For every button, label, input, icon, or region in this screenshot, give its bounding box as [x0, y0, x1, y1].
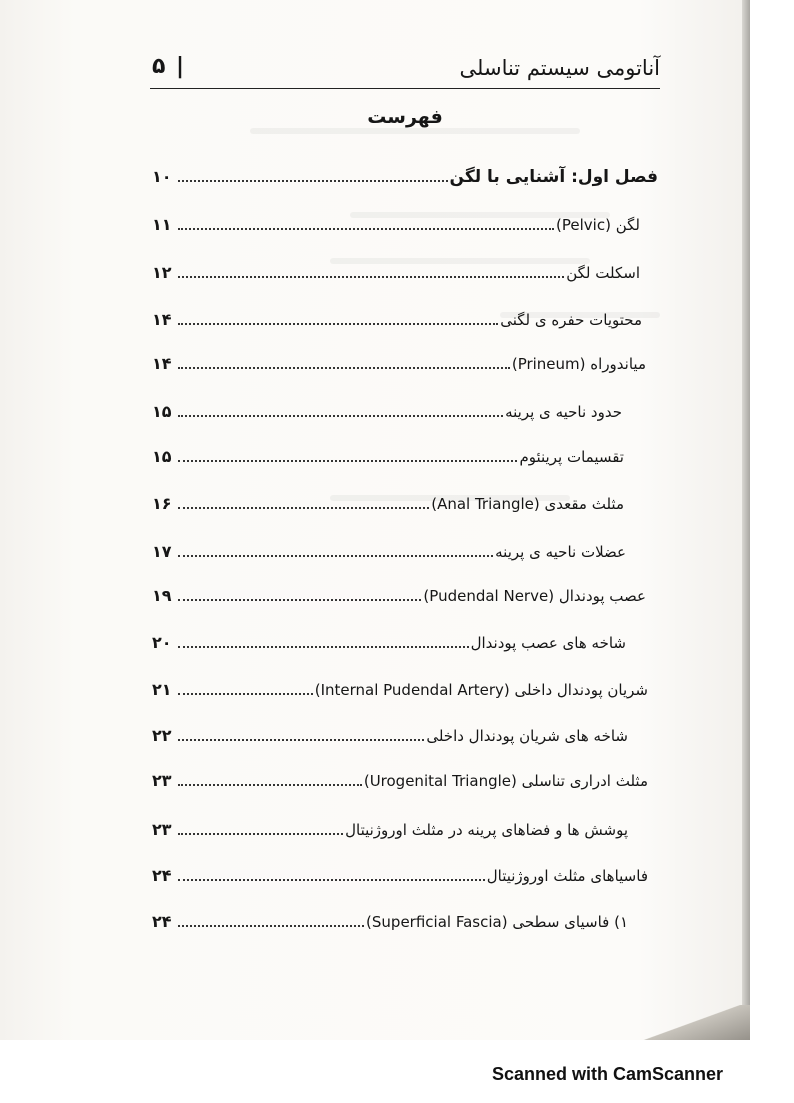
toc-entry-label: پوشش ها و فضاهای پرینه در مثلث اوروژنیتال — [345, 821, 628, 839]
page-edge-shadow — [742, 0, 750, 1040]
toc-entry-page: ۱۴ — [152, 310, 172, 329]
toc-entry[interactable] — [152, 719, 628, 747]
toc-entry-page: ۱۵ — [152, 447, 172, 466]
toc-entry-page: ۱۲ — [152, 263, 172, 282]
toc-entry-page: ۲۲ — [152, 726, 172, 745]
toc-leader-dots — [178, 879, 485, 881]
toc-entry-label: شاخه های عصب پودندال — [470, 634, 626, 652]
toc-leader-dots — [178, 833, 343, 835]
toc-entry-label: مثلث مقعدی (Anal Triangle) — [431, 495, 624, 513]
toc-entry-page: ۱۵ — [152, 402, 172, 421]
page-number: ۵ — [152, 54, 166, 79]
toc-leader-dots — [178, 739, 424, 741]
toc-entry[interactable] — [152, 487, 624, 515]
toc-entry[interactable] — [152, 764, 648, 792]
toc-entry-page: ۲۳ — [152, 820, 172, 839]
toc-entry[interactable] — [152, 347, 646, 375]
toc-entry-label: ۱) فاسیای سطحی (Superficial Fascia) — [366, 913, 628, 931]
toc-entry-page: ۲۴ — [152, 866, 172, 885]
toc-leader-dots — [178, 693, 313, 695]
toc-entry-label: عصب پودندال (Pudendal Nerve) — [423, 587, 646, 605]
toc-leader-dots — [178, 646, 469, 648]
toc-leader-dots — [178, 555, 493, 557]
toc-entry[interactable] — [152, 579, 646, 607]
toc-entry-page: ۲۳ — [152, 771, 172, 790]
toc-entry-label: میاندوراه (Prineum) — [511, 355, 646, 373]
toc-entry-page: ۱۱ — [152, 215, 172, 234]
toc-entry[interactable] — [152, 208, 640, 236]
toc-entry-page: ۱۶ — [152, 494, 172, 513]
toc-entry-label: حدود ناحیه ی پرینه — [505, 403, 622, 421]
toc-leader-dots — [178, 460, 517, 462]
toc-entry-label: شاخه های شریان پودندال داخلی — [426, 727, 628, 745]
toc-entry-page: ۲۱ — [152, 680, 172, 699]
toc-entry[interactable] — [152, 905, 628, 933]
toc-entry[interactable] — [152, 440, 624, 468]
toc-entry-page: ۱۷ — [152, 542, 172, 561]
toc-leader-dots — [178, 367, 510, 369]
page-corner-fold — [640, 1005, 750, 1040]
toc-leader-dots — [178, 925, 364, 927]
header-separator: | — [176, 54, 185, 79]
toc-entry-label: محتویات حفره ی لگنی — [500, 311, 642, 329]
toc-entry-page: ۱۰ — [152, 167, 172, 186]
toc-heading: فهرست — [367, 106, 443, 128]
toc-entry-label: شریان پودندال داخلی (Internal Pudendal Artery) — [314, 681, 648, 699]
toc-leader-dots — [178, 276, 564, 278]
toc-entry[interactable] — [152, 303, 642, 331]
toc-entry-label: مثلث ادراری تناسلی (Urogenital Triangle) — [363, 772, 648, 790]
toc-entry[interactable] — [152, 395, 622, 423]
toc-entry[interactable] — [152, 813, 628, 841]
toc-entry-label: فاسیاهای مثلث اوروژنیتال — [486, 867, 648, 885]
toc-entry[interactable] — [152, 626, 626, 654]
toc-entry-page: ۱۹ — [152, 586, 172, 605]
toc-leader-dots — [178, 228, 554, 230]
toc-entry-label: اسکلت لگن — [566, 264, 640, 282]
toc-entry-label: تقسیمات پرینئوم — [519, 448, 624, 466]
toc-entry-label: عضلات ناحیه ی پرینه — [495, 543, 626, 561]
toc-leader-dots — [178, 415, 503, 417]
toc-entry-label: فصل اول: آشنایی با لگن — [449, 167, 658, 187]
toc-leader-dots — [178, 599, 421, 601]
toc-entry-label: لگن (Pelvic) — [556, 216, 640, 234]
running-header — [150, 52, 660, 89]
toc-entry-page: ۲۴ — [152, 912, 172, 931]
toc-entry[interactable] — [152, 535, 626, 563]
toc-entry[interactable] — [152, 256, 640, 284]
toc-leader-dots — [178, 784, 362, 786]
toc-leader-dots — [178, 323, 498, 325]
toc-entry-page: ۲۰ — [152, 633, 172, 652]
toc-leader-dots — [178, 507, 429, 509]
toc-entry[interactable] — [152, 160, 658, 188]
toc-leader-dots — [178, 180, 448, 182]
toc-entry-page: ۱۴ — [152, 354, 172, 373]
toc-entry[interactable] — [152, 859, 648, 887]
camscanner-watermark: Scanned with CamScanner — [492, 1064, 724, 1084]
book-title: آناتومی سیستم تناسلی — [459, 56, 660, 80]
toc-entry[interactable] — [152, 673, 648, 701]
